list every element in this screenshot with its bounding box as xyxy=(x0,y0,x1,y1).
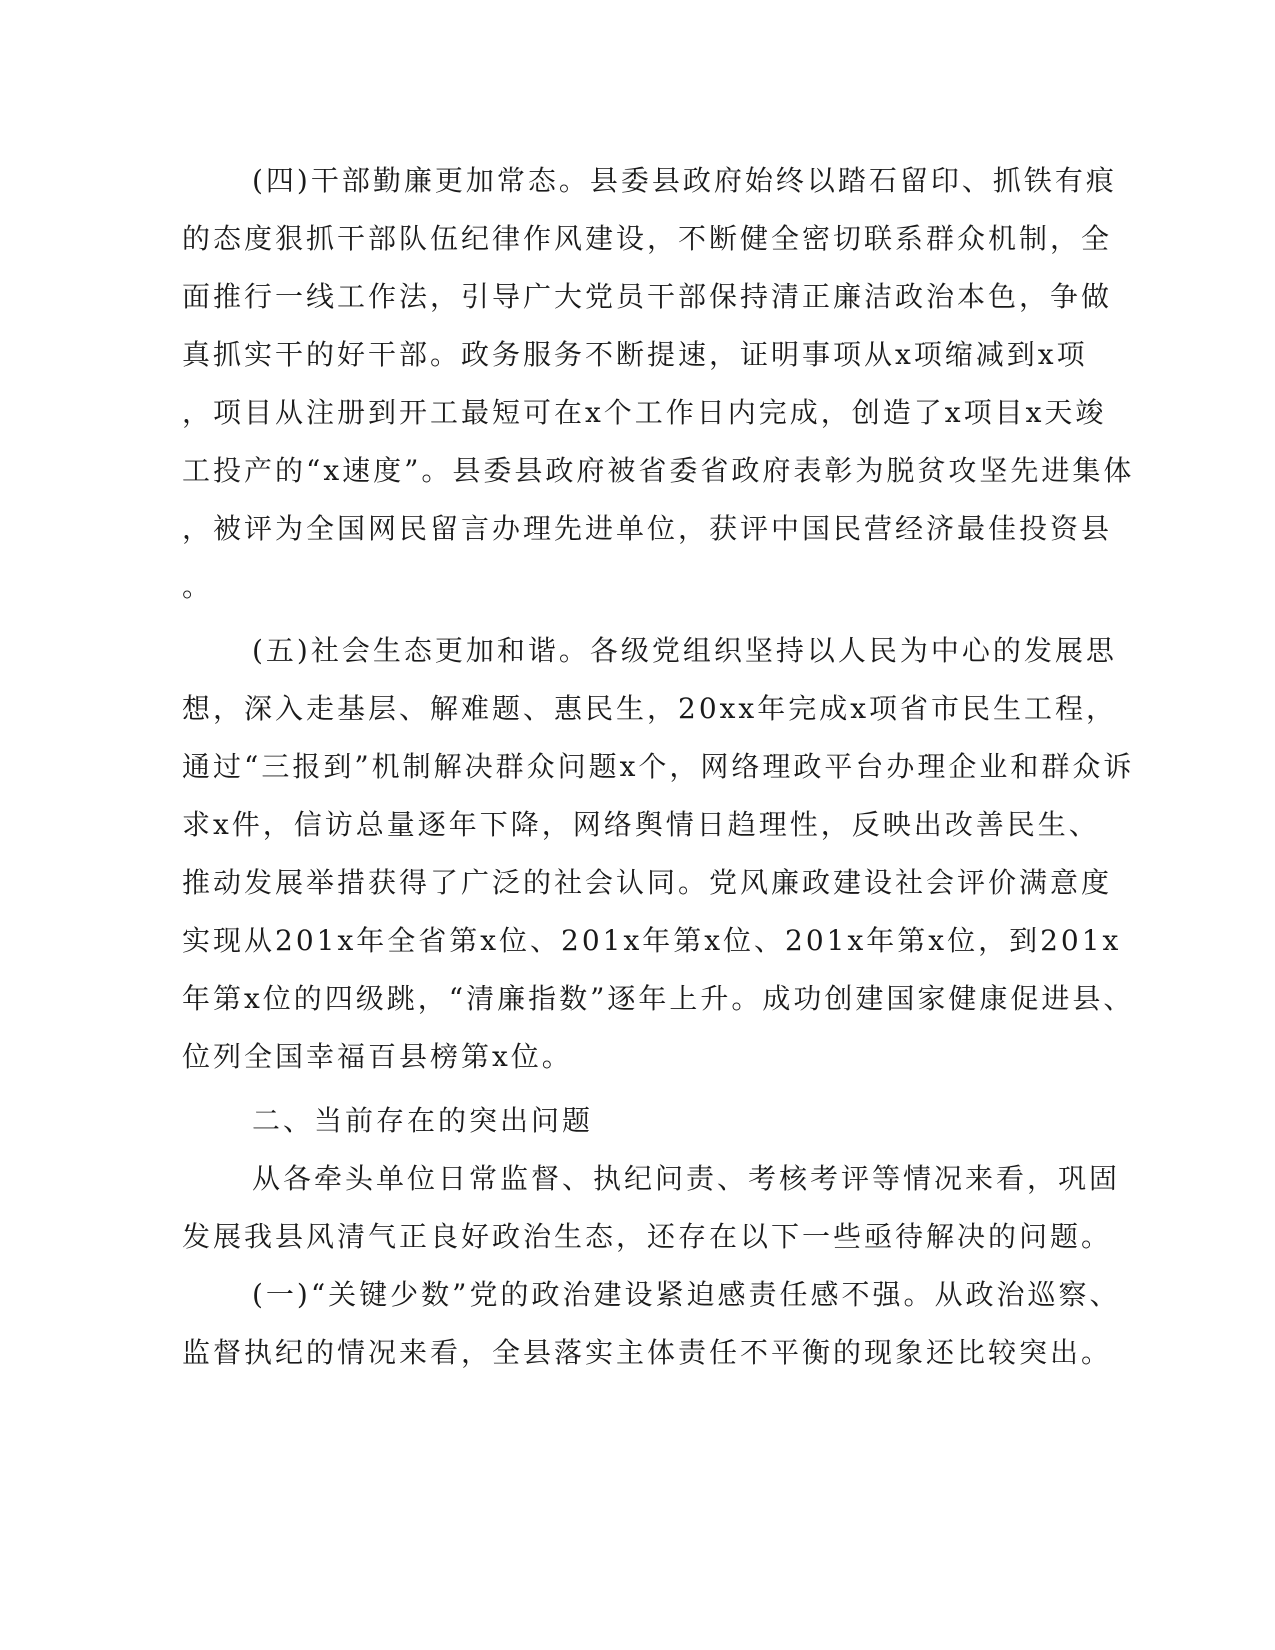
text-line: 真抓实干的好干部。政务服务不断提速，证明事项从x项缩减到x项 xyxy=(182,338,1088,371)
text-line: ，被评为全国网民留言办理先进单位，获评中国民营经济最佳投资县 xyxy=(182,512,1113,545)
text-line: 通过“三报到”机制解决群众问题x个，网络理政平台办理企业和群众诉 xyxy=(182,750,1135,783)
text-line: 工投产的“x速度”。县委县政府被省委省政府表彰为脱贫攻坚先进集体 xyxy=(182,454,1135,487)
text-line: 位列全国幸福百县榜第x位。 xyxy=(182,1040,573,1073)
text-line: 想，深入走基层、解难题、惠民生，20xx年完成x项省市民生工程， xyxy=(182,692,1118,725)
text-line: ，项目从注册到开工最短可在x个工作日内完成，创造了x项目x天竣 xyxy=(182,396,1107,429)
text-line: (五)社会生态更加和谐。各级党组织坚持以人民为中心的发展思 xyxy=(252,634,1117,667)
text-line: 监督执纪的情况来看，全县落实主体责任不平衡的现象还比较突出。 xyxy=(182,1336,1113,1369)
text-line: 面推行一线工作法，引导广大党员干部保持清正廉洁政治本色，争做 xyxy=(182,280,1113,313)
text-line: 实现从201x年全省第x位、201x年第x位、201x年第x位，到201x xyxy=(182,924,1122,957)
text-line: 的态度狠抓干部队伍纪律作风建设，不断健全密切联系群众机制，全 xyxy=(182,222,1113,255)
text-line: (一)“关键少数”党的政治建设紧迫感责任感不强。从政治巡察、 xyxy=(252,1278,1121,1311)
section-heading: 二、当前存在的突出问题 xyxy=(252,1104,594,1137)
text-line: 发展我县风清气正良好政治生态，还存在以下一些亟待解决的问题。 xyxy=(182,1220,1113,1253)
text-line: (四)干部勤廉更加常态。县委县政府始终以踏石留印、抓铁有痕 xyxy=(252,164,1117,197)
text-line: 。 xyxy=(182,570,214,603)
text-line: 年第x位的四级跳，“清廉指数”逐年上升。成功创建国家健康促进县、 xyxy=(182,982,1135,1015)
text-line: 从各牵头单位日常监督、执纪问责、考核考评等情况来看，巩固 xyxy=(252,1162,1121,1195)
text-line: 推动发展举措获得了广泛的社会认同。党风廉政建设社会评价满意度 xyxy=(182,866,1113,899)
text-line: 求x件，信访总量逐年下降，网络舆情日趋理性，反映出改善民生、 xyxy=(182,808,1100,841)
